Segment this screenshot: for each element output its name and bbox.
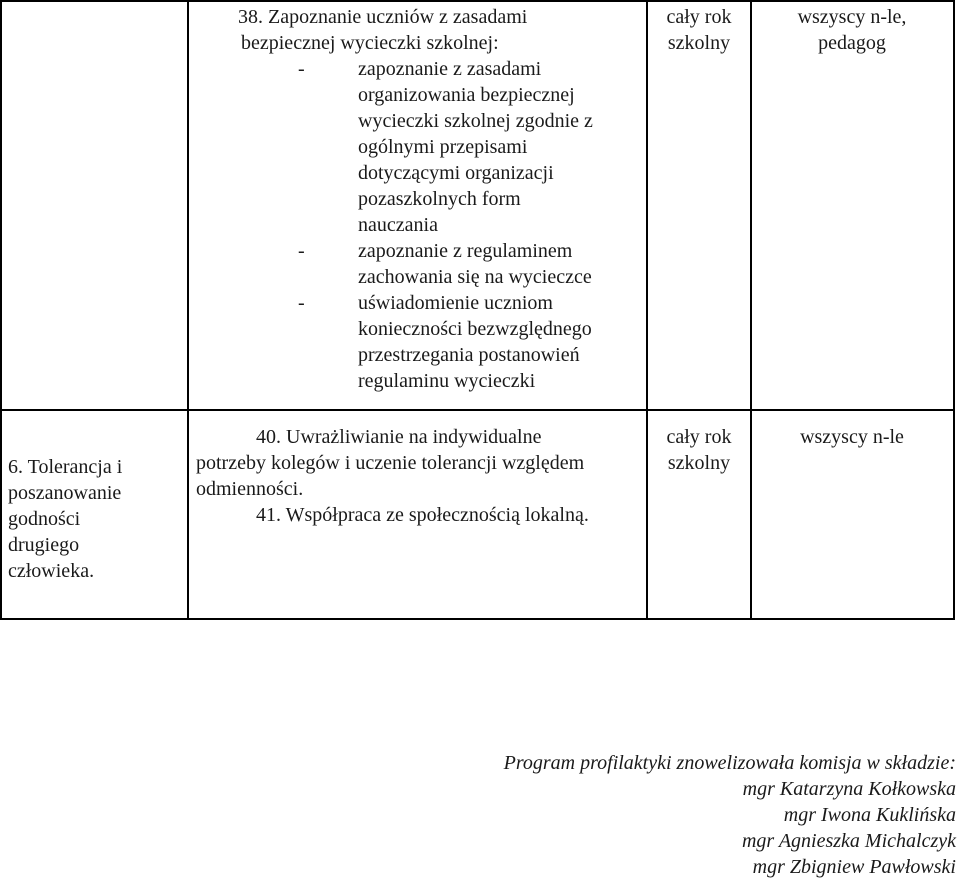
bullet-line: pozaszkolnych form	[358, 188, 521, 210]
term-cell	[649, 424, 749, 476]
category-line: drugiego	[8, 534, 80, 556]
column-divider	[750, 0, 752, 620]
responsible-cell	[753, 424, 951, 450]
bullet-line: ogólnymi przepisami	[358, 136, 528, 158]
bullet-dash: -	[298, 58, 305, 80]
bullet-item	[298, 290, 638, 394]
term-line: szkolny	[667, 32, 731, 54]
bullet-line: regulaminu wycieczki	[358, 370, 536, 392]
commission-signature	[504, 750, 956, 880]
category-line: człowieka.	[8, 560, 95, 582]
commission-member: mgr Katarzyna Kołkowska	[742, 778, 956, 800]
category-line: poszanowanie	[8, 482, 122, 504]
bullet-dash: -	[298, 292, 305, 314]
task-line: potrzeby kolegów i uczenie tolerancji względem	[196, 452, 585, 474]
category-line: godności	[8, 508, 81, 530]
task-line: 40. Uwrażliwianie na indywidualne	[256, 426, 542, 448]
commission-member: mgr Iwona Kuklińska	[783, 804, 956, 826]
term-line: cały rok	[666, 426, 732, 448]
bullet-line: przestrzegania postanowień	[358, 344, 580, 366]
term-line: szkolny	[667, 452, 731, 474]
bullet-line: uświadomienie uczniom	[358, 292, 553, 314]
bullet-line: nauczania	[358, 214, 438, 236]
commission-heading: Program profilaktyki znowelizowała komisja w składzie:	[503, 752, 956, 774]
table-border-right	[953, 0, 955, 620]
table-border-top	[0, 0, 955, 2]
commission-member: mgr Agnieszka Michalczyk	[741, 830, 956, 852]
task-line: 41. Współpraca ze społecznością lokalną.	[256, 504, 589, 526]
task-title-line: 38. Zapoznanie uczniów z zasadami	[238, 6, 528, 28]
commission-member: mgr Zbigniew Pawłowski	[752, 856, 956, 878]
category-line: 6. Tolerancja i	[8, 456, 123, 478]
bullet-line: zapoznanie z regulaminem	[358, 240, 573, 262]
bullet-list	[298, 56, 638, 394]
row-divider	[0, 409, 955, 411]
responsible-cell	[753, 4, 951, 56]
bullet-line: zapoznanie z zasadami	[358, 58, 542, 80]
bullet-line: zachowania się na wycieczce	[358, 266, 592, 288]
bullet-item	[298, 238, 638, 290]
bullet-item	[298, 56, 638, 238]
responsible-line: pedagog	[818, 32, 886, 54]
task-cell	[238, 4, 638, 56]
responsible-line: wszyscy n-le,	[797, 6, 907, 28]
task-title-line: bezpiecznej wycieczki szkolnej:	[241, 32, 499, 54]
task-line: odmienności.	[196, 478, 304, 500]
table-border-left	[0, 0, 2, 620]
column-divider	[187, 0, 189, 620]
column-divider	[646, 0, 648, 620]
bullet-dash: -	[298, 240, 305, 262]
task-cell	[196, 424, 644, 528]
bullet-line: konieczności bezwzględnego	[358, 318, 592, 340]
responsible-line: wszyscy n-le	[800, 426, 904, 448]
category-cell	[8, 454, 184, 584]
bullet-line: wycieczki szkolnej zgodnie z	[358, 110, 593, 132]
term-line: cały rok	[666, 6, 732, 28]
table-border-bottom	[0, 618, 955, 620]
term-cell	[649, 4, 749, 56]
bullet-line: dotyczącymi organizacji	[358, 162, 554, 184]
bullet-line: organizowania bezpiecznej	[358, 84, 575, 106]
